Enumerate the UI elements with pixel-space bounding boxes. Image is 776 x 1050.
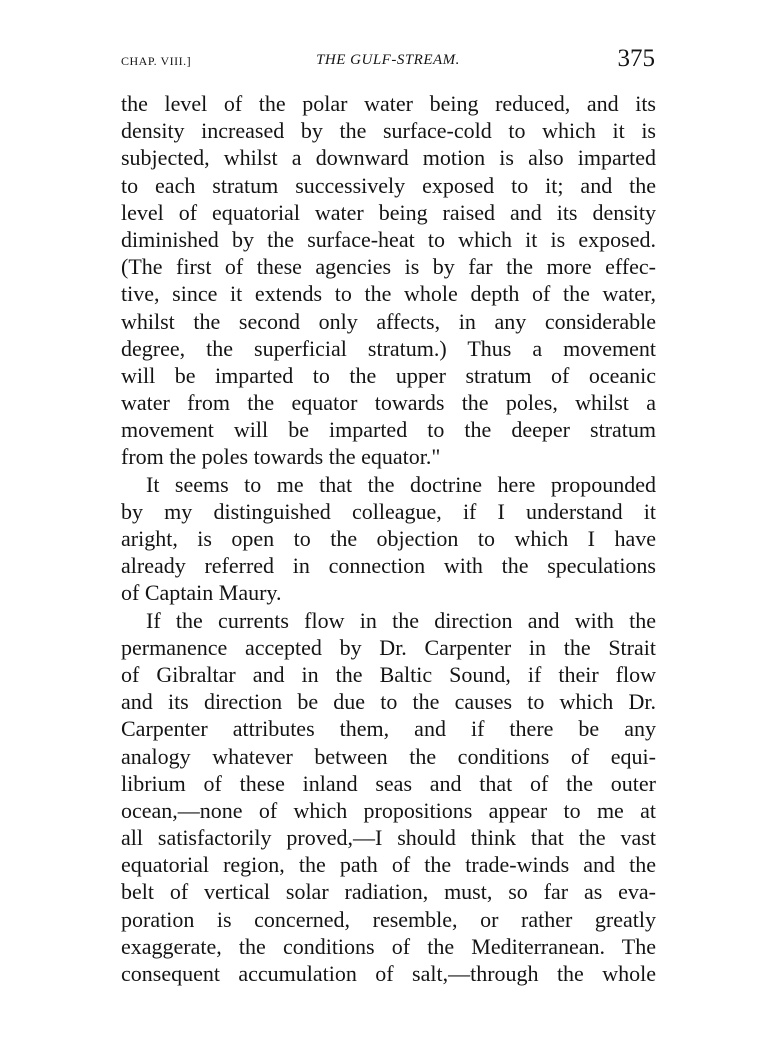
text-line: degree, the superficial stratum.) Thus a movement (121, 335, 656, 361)
text-line: and its direction be due to the causes to which Dr. (121, 689, 656, 715)
text-line: analogy whatever between the conditions of equi- (121, 743, 656, 769)
text-line: consequent accumulation of salt,—through the whole (121, 961, 656, 986)
running-title: THE GULF-STREAM. (316, 52, 460, 68)
text-line: movement will be imparted to the deeper stratum (121, 417, 656, 443)
text-line: equatorial region, the path of the trade-winds and the (121, 852, 656, 878)
text-line: (The first of these agencies is by far the more effec- (121, 254, 656, 280)
text-line: already referred in connection with the speculations (121, 553, 656, 579)
text-line: tive, since it extends to the whole depth of the water, (121, 281, 656, 307)
text-line: ocean,—none of which propositions appear to me at (121, 797, 656, 823)
text-line: poration is concerned, resemble, or rather greatly (121, 906, 656, 932)
running-head (121, 44, 655, 78)
text-line: density increased by the surface-cold to which it is (121, 118, 656, 144)
text-line: exaggerate, the conditions of the Mediterranean. The (121, 933, 656, 959)
text-line: to each stratum successively exposed to it; and the (121, 172, 656, 198)
text-line: It seems to me that the doctrine here propounded (146, 471, 656, 497)
text-line: If the currents flow in the direction and with the (146, 607, 656, 633)
text-line: permanence accepted by Dr. Carpenter in the Strait (121, 634, 656, 660)
text-line: will be imparted to the upper stratum of oceanic (121, 362, 656, 388)
chapter-reference: CHAP. VIII.] (121, 54, 192, 68)
text-line: belt of vertical solar radiation, must, so far as eva- (121, 879, 656, 905)
text-line: the level of the polar water being reduced, and its (121, 91, 656, 116)
text-line: aright, is open to the objection to which I have (121, 526, 656, 551)
text-line: subjected, whilst a downward motion is also imparted (121, 145, 656, 171)
text-line: all satisfactorily proved,—I should think that the vast (121, 825, 656, 851)
text-line: whilst the second only affects, in any considerable (121, 308, 656, 334)
text-line: Carpenter attributes them, and if there be any (121, 716, 656, 742)
text-line: diminished by the surface-heat to which it is exposed. (121, 226, 656, 252)
text-line: of Captain Maury. (121, 580, 282, 606)
text-line: librium of these inland seas and that of the outer (121, 770, 656, 796)
page-number: 375 (617, 45, 655, 72)
body-text (121, 90, 656, 987)
text-line: level of equatorial water being raised and its density (121, 199, 656, 225)
text-line: by my distinguished colleague, if I understand it (121, 498, 656, 524)
text-line: of Gibraltar and in the Baltic Sound, if their flow (121, 661, 656, 687)
text-line: water from the equator towards the poles, whilst a (121, 390, 656, 416)
text-line: from the poles towards the equator." (121, 444, 441, 470)
